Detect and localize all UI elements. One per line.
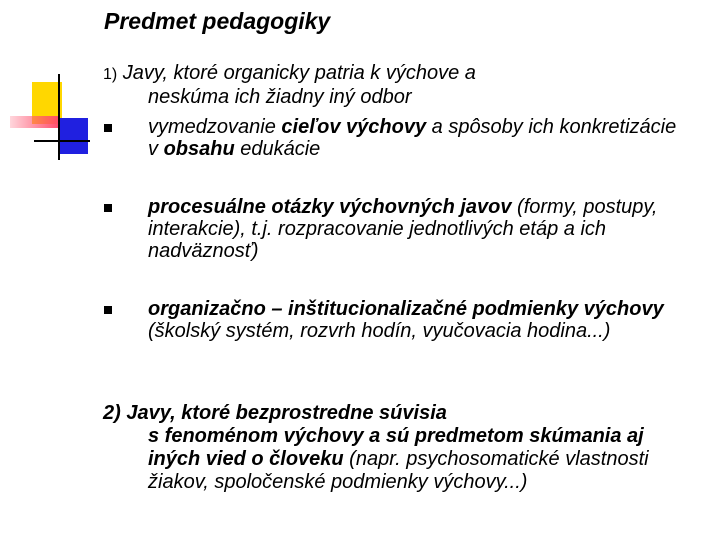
bullet-1-bold-b: obsahu (163, 138, 235, 160)
bullet-1-bold-a: cieľov výchovy (281, 116, 427, 138)
section-2-number: 2) (103, 402, 121, 424)
bullet-1-text-b: a spôsoby ich konkretizácie v (148, 116, 677, 160)
bullet-marker (104, 124, 112, 132)
bullet-item-3 (148, 298, 688, 342)
section-1-line1: Javy, ktoré organicky patria k výchove a (122, 62, 476, 84)
bullet-1-text-c: edukácie (234, 138, 321, 160)
section-2-rest: (napr. psychosomatické vlastnosti žiakov, spoločenské podmienky výchovy...) (148, 448, 649, 493)
bullet-2-text: (formy, postupy, interakcie), t.j. rozpracovanie jednotlivých etáp a ich nadväznosť) (148, 196, 658, 262)
decorative-logo (0, 0, 110, 170)
bullet-2-bold: procesuálne otázky výchovných javov (148, 196, 512, 218)
section-1-line2: neskúma ich žiadny iný odbor (148, 86, 412, 108)
bullet-3-bold: organizačno – inštitucionalizačné podmienky výchovy (148, 298, 664, 320)
bullet-marker (104, 204, 112, 212)
slide-title: Predmet pedagogiky (104, 8, 331, 34)
horizontal-line (34, 140, 90, 142)
blue-square (58, 118, 88, 154)
red-bar (10, 116, 60, 128)
section-2-bold: s fenoménom výchovy a sú predmetom skúmania aj iných vied o človeku (148, 425, 644, 470)
section-2-line1: Javy, ktoré bezprostredne súvisia (126, 402, 447, 424)
bullet-3-text: (školský systém, rozvrh hodín, vyučovacia hodina...) (148, 320, 611, 342)
bullet-marker (104, 306, 112, 314)
section-1-number: 1) (103, 66, 118, 83)
bullet-1-text-a: vymedzovanie (148, 116, 282, 138)
bullet-item-1 (148, 116, 688, 160)
vertical-line (58, 74, 60, 160)
bullet-item-2 (148, 196, 688, 262)
section-2 (103, 402, 683, 494)
section-1-heading (103, 62, 476, 108)
